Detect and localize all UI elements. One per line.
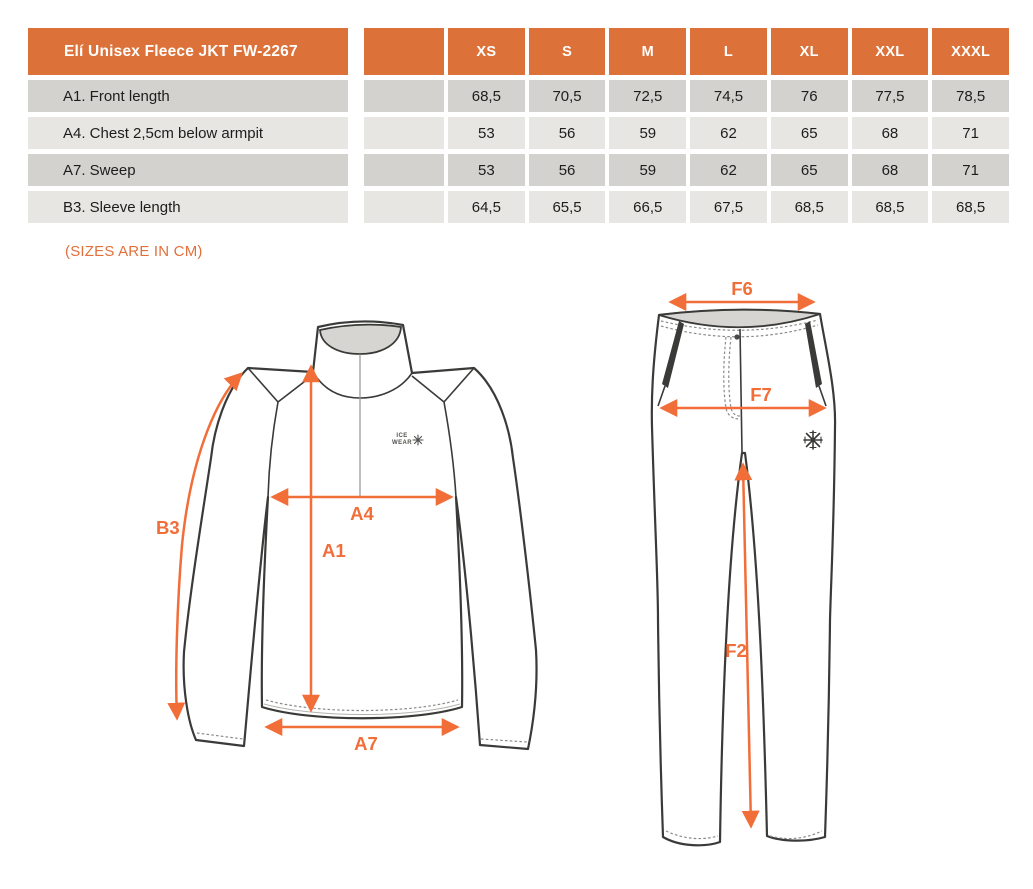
value-cell: 59 [609,154,686,186]
label-a7: A7 [354,733,378,754]
value-cell: 68,5 [932,191,1009,223]
size-header-xxxl: XXXL [932,28,1009,75]
table-spacer [352,191,360,223]
size-header-s: S [529,28,606,75]
row-label-a1: A1. Front length [28,80,348,112]
row-empty-cell [364,80,444,112]
label-f6: F6 [731,280,753,299]
value-cell: 70,5 [529,80,606,112]
value-cell: 74,5 [690,80,767,112]
value-cell: 53 [448,117,525,149]
value-cell: 71 [932,154,1009,186]
label-f2: F2 [725,640,747,661]
row-empty-cell [364,191,444,223]
logo-text-line1: ICE [396,433,408,439]
logo-text-line2: WEAR [392,440,412,446]
value-cell: 68 [852,154,929,186]
label-a1: A1 [322,540,346,561]
row-empty-cell [364,154,444,186]
size-header-xl: XL [771,28,848,75]
icewear-logo [392,433,423,446]
label-a4: A4 [350,503,374,524]
value-cell: 53 [448,154,525,186]
table-header-empty [364,28,444,75]
table-spacer [352,80,360,112]
value-cell: 65,5 [529,191,606,223]
value-cell: 62 [690,154,767,186]
value-cell: 65 [771,154,848,186]
value-cell: 68 [852,117,929,149]
size-header-m: M [609,28,686,75]
value-cell: 77,5 [852,80,929,112]
size-header-l: L [690,28,767,75]
value-cell: 67,5 [690,191,767,223]
row-label-a7: A7. Sweep [28,154,348,186]
jacket-measurement-diagram [130,290,570,790]
size-table [28,28,1009,223]
table-spacer [352,154,360,186]
size-header-xxl: XXL [852,28,929,75]
row-label-a4: A4. Chest 2,5cm below armpit [28,117,348,149]
value-cell: 68,5 [852,191,929,223]
value-cell: 66,5 [609,191,686,223]
row-label-b3: B3. Sleeve length [28,191,348,223]
value-cell: 56 [529,154,606,186]
value-cell: 62 [690,117,767,149]
snowflake-icon [413,435,423,445]
label-f7: F7 [750,384,772,405]
value-cell: 64,5 [448,191,525,223]
row-empty-cell [364,117,444,149]
units-note: (SIZES ARE IN CM) [65,243,203,260]
size-header-xs: XS [448,28,525,75]
value-cell: 56 [529,117,606,149]
pants-outline [652,310,835,846]
value-cell: 68,5 [448,80,525,112]
table-spacer [352,28,360,75]
value-cell: 76 [771,80,848,112]
value-cell: 71 [932,117,1009,149]
label-b3: B3 [156,517,180,538]
waist-button [734,334,739,339]
value-cell: 78,5 [932,80,1009,112]
table-spacer [352,117,360,149]
value-cell: 65 [771,117,848,149]
table-title: Elí Unisex Fleece JKT FW-2267 [28,28,348,75]
value-cell: 68,5 [771,191,848,223]
snowflake-icon [804,431,822,449]
value-cell: 59 [609,117,686,149]
pants-measurement-diagram [630,280,890,880]
value-cell: 72,5 [609,80,686,112]
